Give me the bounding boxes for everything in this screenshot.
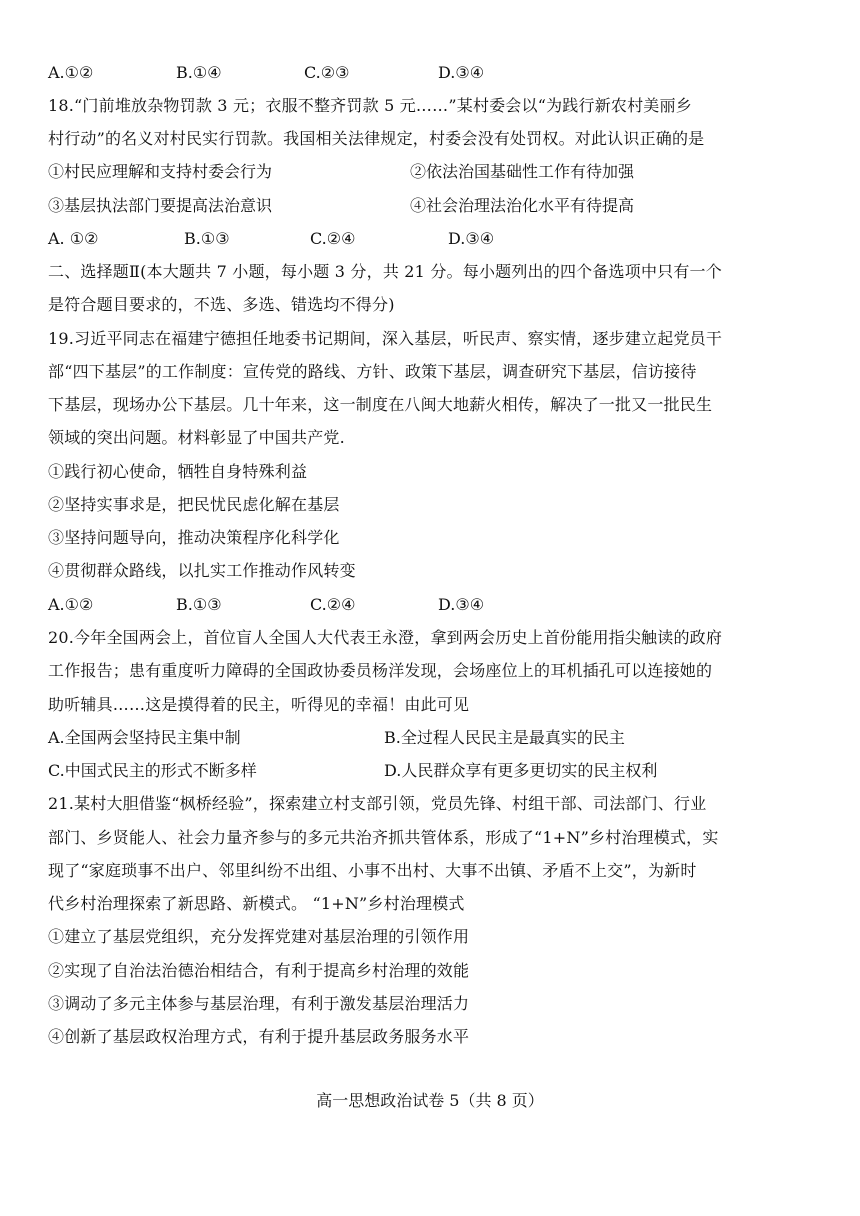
- q18-item-3: ③基层执法部门要提高法治意识: [48, 196, 273, 215]
- q18-stem-line-1: 18.“门前堆放杂物罚款 3 元；衣服不整齐罚款 5 元……”某村委会以“为践行新农村美丽乡: [48, 96, 692, 115]
- q20-option-b: B.全过程人民民主是最真实的民主: [384, 728, 625, 747]
- q21-item-2: ②实现了自治法治德治相结合，有利于提高乡村治理的效能: [48, 961, 470, 980]
- q17-option-a: A.①②: [48, 63, 94, 82]
- q17-option-b: B.①④: [176, 63, 222, 82]
- q21-stem-line-4: 代乡村治理探索了新思路、新模式。 “1+N”乡村治理模式: [48, 894, 465, 913]
- q19-item-3: ③坚持问题导向，推动决策程序化科学化: [48, 528, 340, 547]
- q19-option-d: D.③④: [438, 595, 485, 614]
- q19-item-1: ①践行初心使命，牺牲自身特殊利益: [48, 462, 308, 481]
- section-2-heading-line-2: 是符合题目要求的，不选、多选、错选均不得分): [48, 295, 395, 314]
- q19-option-a: A.①②: [48, 595, 94, 614]
- q19-item-2: ②坚持实事求是，把民忧民虑化解在基层: [48, 495, 340, 514]
- q21-stem-line-3: 现了“家庭琐事不出户、邻里纠纷不出组、小事不出村、大事不出镇、矛盾不上交”，为新时: [48, 861, 697, 880]
- section-2-heading-line-1: 二、选择题Ⅱ(本大题共 7 小题，每小题 3 分，共 21 分。每小题列出的四个备选项中只有一个: [48, 262, 722, 281]
- q20-stem-line-3: 助听辅具……这是摸得着的民主，听得见的幸福！由此可见: [48, 695, 470, 714]
- q19-stem-line-2: 部“四下基层”的工作制度：宣传党的路线、方针、政策下基层，调查研究下基层，信访接待: [48, 362, 697, 381]
- q19-option-c: C.②④: [310, 595, 356, 614]
- q19-option-b: B.①③: [176, 595, 222, 614]
- q18-item-4: ④社会治理法治化水平有待提高: [410, 196, 635, 215]
- q18-item-1: ①村民应理解和支持村委会行为: [48, 162, 273, 181]
- q20-option-a: A.全国两会坚持民主集中制: [48, 728, 241, 747]
- q20-stem-line-2: 工作报告；患有重度听力障碍的全国政协委员杨洋发现，会场座位上的耳机插孔可以连接她的: [48, 661, 713, 680]
- q19-item-4: ④贯彻群众路线，以扎实工作推动作风转变: [48, 561, 356, 580]
- q17-option-d: D.③④: [438, 63, 485, 82]
- q18-option-c: C.②④: [310, 229, 356, 248]
- q21-item-1: ①建立了基层党组织，充分发挥党建对基层治理的引领作用: [48, 927, 470, 946]
- q20-option-c: C.中国式民主的形式不断多样: [48, 761, 257, 780]
- q20-stem-line-1: 20.今年全国两会上，首位盲人全国人大代表王永澄，拿到两会历史上首份能用指尖触读的政府: [48, 628, 723, 647]
- q17-option-c: C.②③: [304, 63, 350, 82]
- q18-option-d: D.③④: [448, 229, 495, 248]
- q21-item-4: ④创新了基层政权治理方式，有利于提升基层政务服务水平: [48, 1027, 470, 1046]
- page-footer: 高一思想政治试卷 5（共 8 页）: [316, 1091, 544, 1110]
- q18-item-2: ②依法治国基础性工作有待加强: [410, 162, 635, 181]
- q21-stem-line-2: 部门、乡贤能人、社会力量齐参与的多元共治齐抓共管体系，形成了“1+N”乡村治理模式，实: [48, 828, 719, 847]
- q19-stem-line-4: 领域的突出问题。材料彰显了中国共产党.: [48, 428, 345, 447]
- q18-option-a: A. ①②: [48, 229, 99, 248]
- q19-stem-line-3: 下基层，现场办公下基层。几十年来，这一制度在八闽大地薪火相传，解决了一批又一批民生: [48, 395, 713, 414]
- q20-option-d: D.人民群众享有更多更切实的民主权利: [384, 761, 658, 780]
- q21-item-3: ③调动了多元主体参与基层治理，有利于激发基层治理活力: [48, 994, 470, 1013]
- q19-stem-line-1: 19.习近平同志在福建宁德担任地委书记期间，深入基层，听民声、察实情，逐步建立起党员干: [48, 329, 723, 348]
- q18-option-b: B.①③: [184, 229, 230, 248]
- q18-stem-line-2: 村行动”的名义对村民实行罚款。我国相关法律规定，村委会没有处罚权。对此认识正确的是: [48, 129, 705, 148]
- q21-stem-line-1: 21.某村大胆借鉴“枫桥经验”，探索建立村支部引领，党员先锋、村组干部、司法部门、行业: [48, 794, 707, 813]
